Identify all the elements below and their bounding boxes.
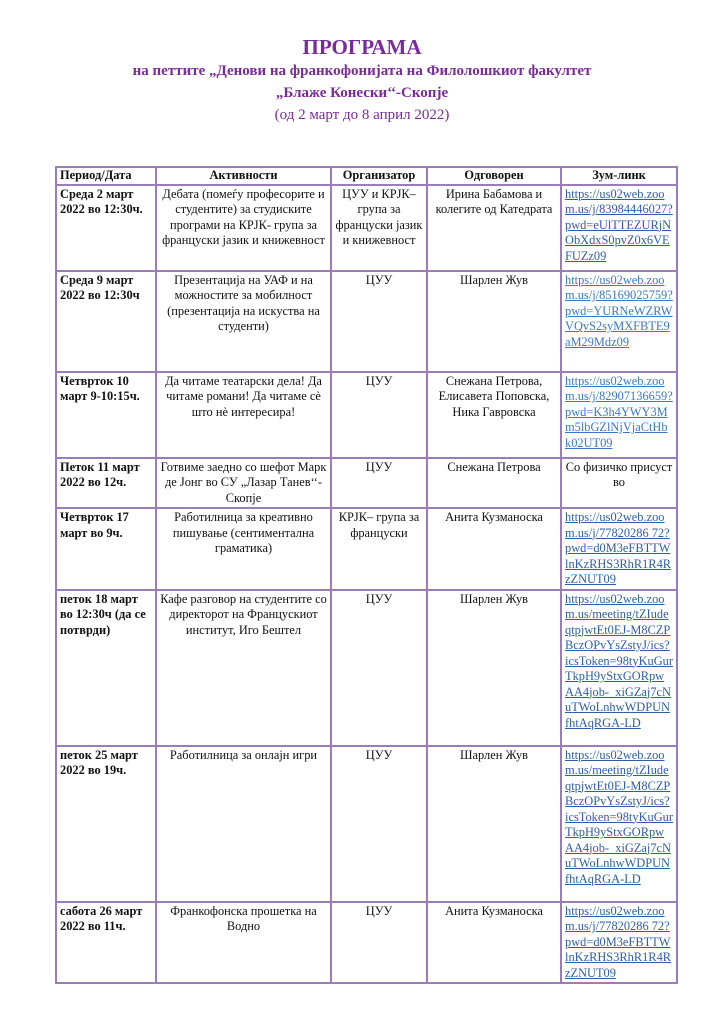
row-organizer: ЦУУ [331, 746, 427, 902]
row-date: Среда 2 март 2022 во 12:30ч. [56, 185, 156, 271]
zoom-link[interactable]: https://us02web.zoom.us/j/77820286 72?pwd=d0M3eFBTTWlnKzRHS3RhR1R4RzZNUT09 [561, 508, 677, 590]
zoom-link[interactable]: https://us02web.zoom.us/j/82907136659?pwd=K3h4YWY3Mm5lbGZlNjVjaCtHbk02UT09 [561, 372, 677, 458]
table-row [56, 372, 677, 458]
row-responsible: Снежана Петрова [427, 458, 561, 509]
zoom-link[interactable]: https://us02web.zoom.us/j/77820286 72?pwd=d0M3eFBTTWlnKzRHS3RhR1R4RzZNUT09 [561, 902, 677, 984]
column-header-activity: Активности [156, 167, 331, 185]
row-date: петок 18 март во 12:30ч (да се потврди) [56, 590, 156, 746]
table-row [56, 902, 677, 984]
row-date: Среда 9 март 2022 во 12:30ч [56, 271, 156, 372]
table-row [56, 590, 677, 746]
row-responsible: Шарлен Жув [427, 746, 561, 902]
row-date: петок 25 март 2022 во 19ч. [56, 746, 156, 902]
row-activity: Работилница за онлајн игри [156, 746, 331, 902]
row-organizer: ЦУУ [331, 372, 427, 458]
table-row [56, 458, 677, 509]
row-responsible: Ирина Бабамова и колегите од Катедрата [427, 185, 561, 271]
row-activity: Презентација на УАФ и на можностите за мобилност (презентација на искуства на студенти) [156, 271, 331, 372]
row-responsible: Шарлен Жув [427, 590, 561, 746]
row-organizer: КРЈК– група за француски [331, 508, 427, 590]
row-organizer: ЦУУ [331, 590, 427, 746]
row-activity: Работилница за креативно пишување (сентиментална граматика) [156, 508, 331, 590]
zoom-link[interactable]: https://us02web.zoom.us/j/83984446027?pwd=eUlTTEZURjNObXdxS0pvZ0x6VEFUZz09 [561, 185, 677, 271]
document-title: ПРОГРАМА [302, 35, 422, 59]
row-activity: Кафе разговор на студентите со директорот на Францускиот институт, Иго Бештел [156, 590, 331, 746]
table-row [56, 185, 677, 271]
row-date: Четврток 10 март 9-10:15ч. [56, 372, 156, 458]
row-activity: Да читаме театарски дела! Да читаме романи! Да читаме сè што нè интересира! [156, 372, 331, 458]
program-table [55, 166, 678, 984]
column-header-zoom-link: Зум-линк [561, 167, 677, 185]
column-header-organizer: Организатор [331, 167, 427, 185]
table-row [56, 271, 677, 372]
column-header-responsible: Одговорен [427, 167, 561, 185]
row-organizer: ЦУУ [331, 902, 427, 984]
row-responsible: Снежана Петрова, Елисавета Поповска, Ника Гавровска [427, 372, 561, 458]
document-date-range: (од 2 март до 8 април 2022) [274, 107, 450, 123]
row-activity: Дебата (помеѓу професорите и студентите) за студиските програми на КРЈК- група за француски јазик и книжевност [156, 185, 331, 271]
table-header-row [56, 167, 677, 185]
row-date: Четврток 17 март во 9ч. [56, 508, 156, 590]
table-row [56, 508, 677, 590]
document-header [0, 34, 724, 126]
row-date: сабота 26 март 2022 во 11ч. [56, 902, 156, 984]
zoom-link[interactable]: https://us02web.zoom.us/meeting/tZIudeqtpjwtEt0EJ-M8CZPBczOPvYsZstyJ/ics?icsToken=98tyKuGurTkpH9yStxGORpwAA4job-_xiGZaj7cNuTWoLnhwWDPUNfhtAqRGA-LD [561, 590, 677, 746]
row-organizer: ЦУУ [331, 458, 427, 509]
column-header-date: Период/Дата [56, 167, 156, 185]
table-row [56, 746, 677, 902]
document-subtitle-line1: на петтите „Денови на франкофонијата на Филолошкиот факултет [132, 63, 592, 79]
row-organizer: ЦУУ [331, 271, 427, 372]
row-activity: Франкофонска прошетка на Водно [156, 902, 331, 984]
row-responsible: Анита Кузманоска [427, 508, 561, 590]
row-attendance-note: Со физичко присуство [561, 458, 677, 509]
row-responsible: Анита Кузманоска [427, 902, 561, 984]
document-subtitle-line2: „Блаже Конески‘‘-Скопје [275, 85, 449, 101]
zoom-link[interactable]: https://us02web.zoom.us/j/85169025759?pwd=YURNeWZRWVQvS2syMXFBTE9aM29Mdz09 [561, 271, 677, 372]
row-date: Петок 11 март 2022 во 12ч. [56, 458, 156, 509]
row-activity: Готвиме заедно со шефот Марк де Јонг во СУ „Лазар Танев‘‘- Скопје [156, 458, 331, 509]
row-responsible: Шарлен Жув [427, 271, 561, 372]
zoom-link[interactable]: https://us02web.zoom.us/meeting/tZIudeqtpjwtEt0EJ-M8CZPBczOPvYsZstyJ/ics?icsToken=98tyKuGurTkpH9yStxGORpwAA4job-_xiGZaj7cNuTWoLnhwWDPUNfhtAqRGA-LD [561, 746, 677, 902]
row-organizer: ЦУУ и КРЈК– група за француски јазик и книжевност [331, 185, 427, 271]
